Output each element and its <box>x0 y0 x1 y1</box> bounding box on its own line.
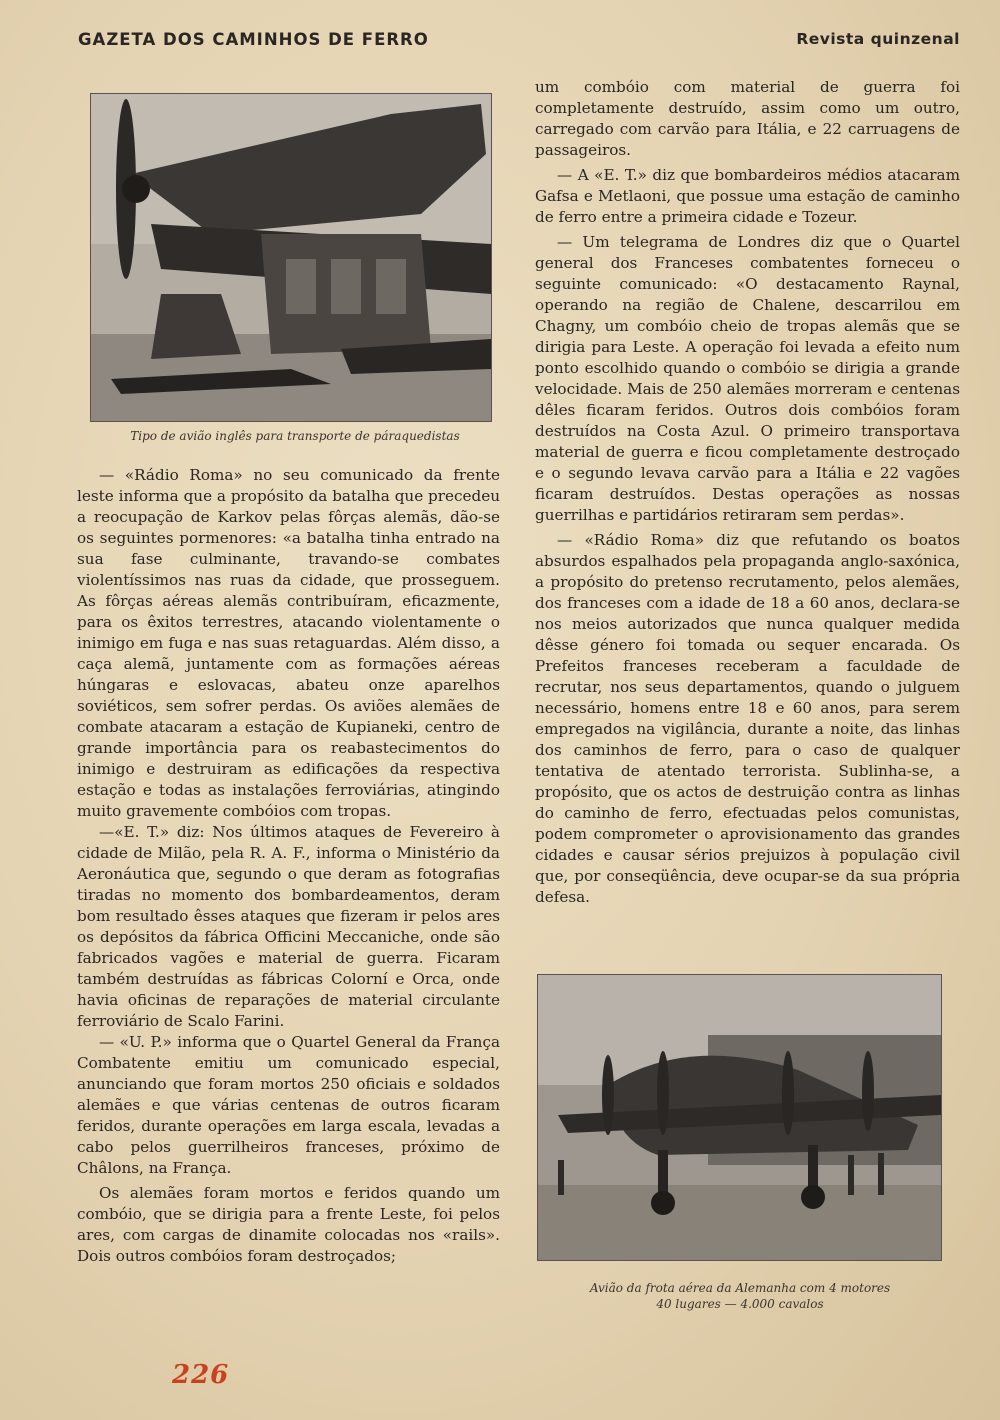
paragraph: —«E. T.» diz: Nos últimos ataques de Fevereiro à cidade de Milão, pela R. A. F., informa o Ministério da Aeronáutica que, segundo o que deram as fotografias tiradas no momento dos bombardeamentos, deram bom resultado êsses ataques que fizeram ir pelos ares os depósitos da fábrica Officini Meccaniche, onde são fabricados vagões e material de guerra. Ficaram também destruídas as fábricas Colorní e Orca, onde havia oficinas de reparações de material circulante ferroviário de Scalo Farini. <box>77 823 500 1030</box>
caption-line: 40 lugares — 4.000 cavalos <box>656 1297 824 1311</box>
german-plane-photo <box>537 974 942 1261</box>
right-column <box>535 77 960 908</box>
page-header <box>78 30 960 56</box>
page-number: 226 <box>172 1360 230 1390</box>
paratrooper-plane-photo <box>90 93 492 422</box>
figure-caption <box>540 1280 940 1312</box>
caption-line: Avião da frota aérea da Alemanha com 4 motores <box>589 1281 891 1295</box>
paragraph: — «Rádio Roma» diz que refutando os boatos absurdos espalhados pela propaganda anglo-saxónica, a propósito do pretenso recrutamento, pelos alemães, dos franceses com a idade de 18 a 60 anos, declara-se nos meios autorizados que nunca qualquer medida dêsse género foi tomada ou sequer encarada. Os Prefeitos franceses receberam a faculdade de recrutar, nos seus departamentos, quando o julguem necessário, homens entre 18 e 60 anos, para serem empregados na vigilância, durante a noite, das linhas dos caminhos de ferro, para o caso de qualquer tentativa de atentado terrorista. Sublinha-se, a propósito, que os actos de destruição contra as linhas do caminho de ferro, efectuadas pelos comunistas, podem comprometer o aprovisionamento das grandes cidades e causar sérios prejuizos à população civil que, por conseqüência, deve ocupar-se da sua própria defesa. <box>535 531 960 906</box>
paragraph: Os alemães foram mortos e feridos quando um combóio, que se dirigia para a frente Leste, foi pelos ares, com cargas de dinamite colocadas nos «rails». Dois outros combóios foram destroçados; <box>77 1184 500 1265</box>
left-column <box>77 465 500 1267</box>
paragraph: — «U. P.» informa que o Quartel General da França Combatente emitiu um comunicado especial, anunciando que foram mortos 250 oficiais e soldados alemães e que várias centenas de outros ficaram feridos, durante operações em larga escala, levadas a cabo pelos guerrilheiros franceses, próximo de Châlons, na França. <box>77 1033 500 1177</box>
figure-caption: Tipo de avião inglês para transporte de páraquedistas <box>130 429 460 443</box>
publication-title: GAZETA DOS CAMINHOS DE FERRO <box>78 30 429 49</box>
paragraph: — «Rádio Roma» no seu comunicado da frente leste informa que a propósito da batalha que precedeu a reocupação de Karkov pelas fôrças alemãs, dão-se os seguintes pormenores: «a batalha tinha entrado na sua fase culminante, travando-se combates violentíssimos nas ruas da cidade, que prosseguem. As fôrças aéreas alemãs contribuíram, eficazmente, para os êxitos terrestres, atacando violentamente o inimigo em fuga e nas suas retaguardas. Além disso, a caça alemã, juntamente com as formações aéreas húngaras e eslovacas, abateu onze aparelhos soviéticos, sem sofrer perdas. Os aviões alemães de combate atacaram a estação de Kupianeki, centro de grande importância para os reabastecimentos do inimigo e destruiram as edificações da respectiva estação e todas as instalações ferroviárias, atingindo muito gravemente combóios com tropas. <box>77 466 500 820</box>
publication-subtitle: Revista quinzenal <box>796 30 960 48</box>
paragraph: — Um telegrama de Londres diz que o Quartel general dos Franceses combatentes forneceu o seguinte comunicado: «O destacamento Raynal, operando na região de Chalene, descarrilou em Chagny, um combóio cheio de tropas alemãs que se dirigia para Leste. A operação foi levada a efeito num ponto escolhido quando o combóio se dirigia a grande velocidade. Mais de 250 alemães morreram e centenas dêles ficaram feridos. Outros dois combóios foram destruídos na Costa Azul. O primeiro transportava material de guerra e ficou completamente destroçado e o segundo levava carvão para a Itália e 22 vagões ficaram destruídos. Destas operações as nossas guerrilhas e partidários retiraram sem perdas». <box>535 233 960 524</box>
paragraph: — A «E. T.» diz que bombardeiros médios atacaram Gafsa e Metlaoni, que possue uma estação de caminho de ferro entre a primeira cidade e Tozeur. <box>535 166 960 226</box>
paragraph: um combóio com material de guerra foi completamente destruído, assim como um outro, carregado com carvão para Itália, e 22 carruagens de passageiros. <box>535 78 960 159</box>
